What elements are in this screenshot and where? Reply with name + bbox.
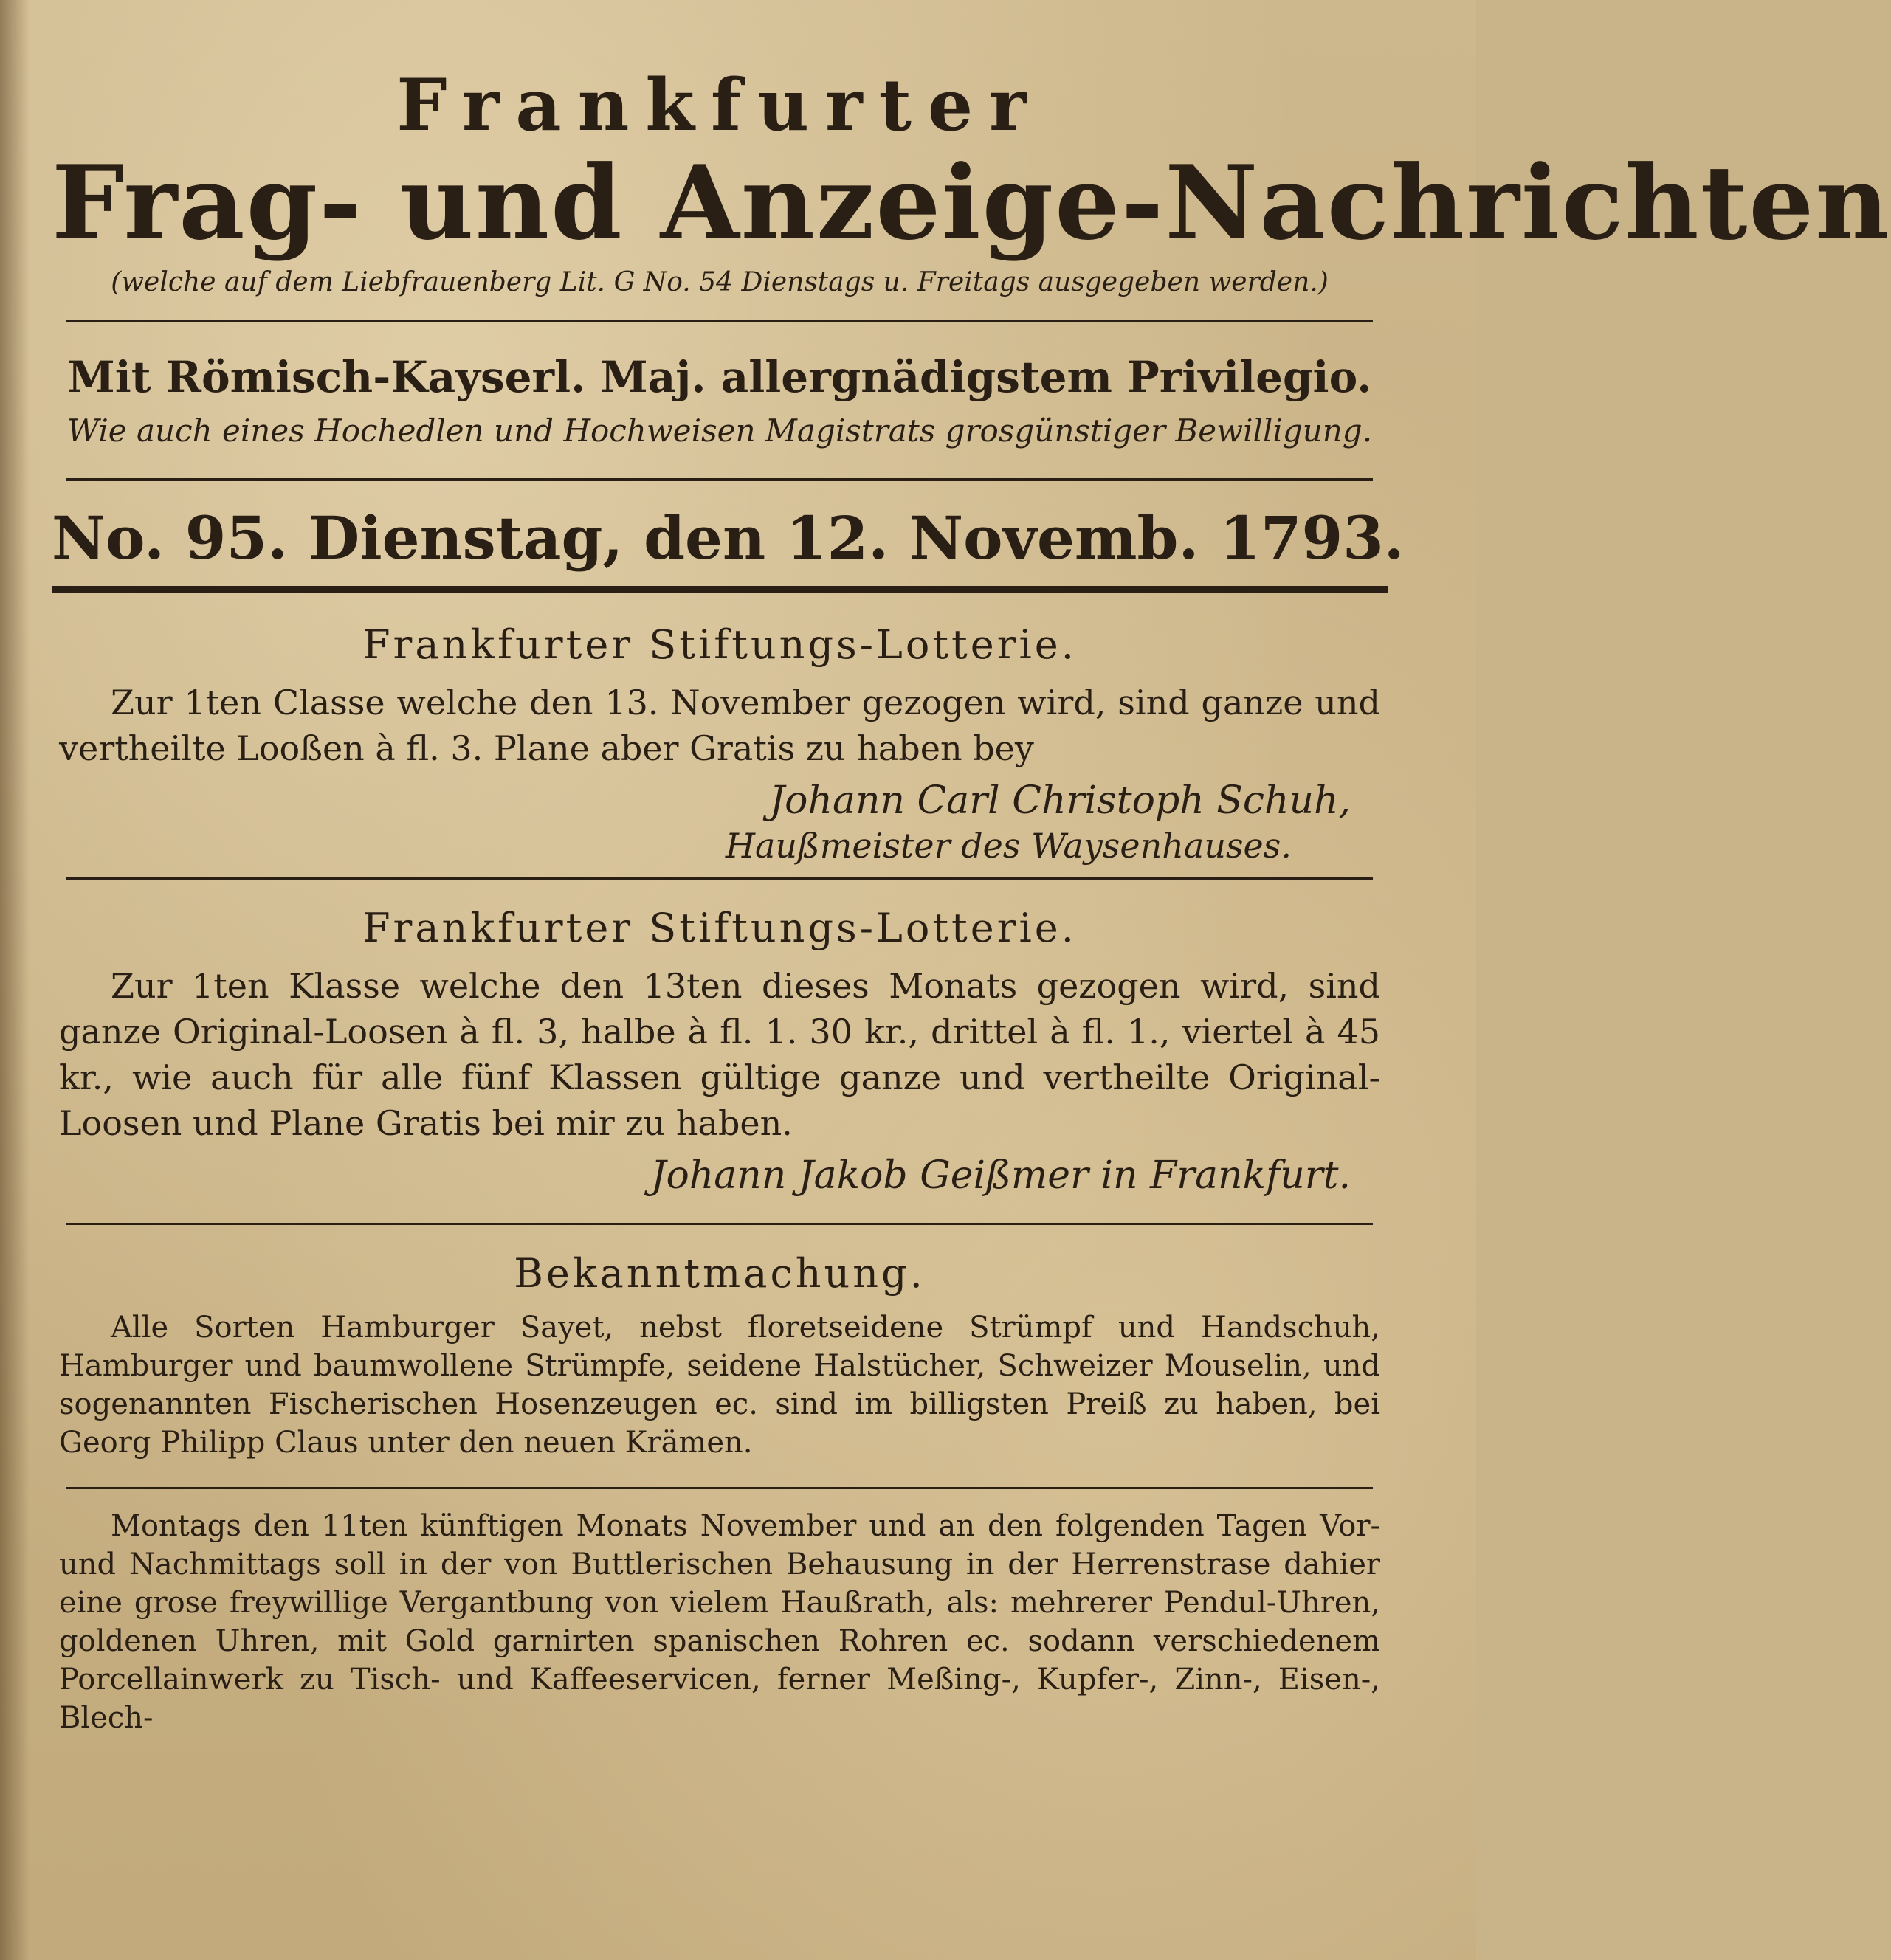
- masthead: [52, 63, 1891, 298]
- section-body: Montags den 11ten künftigen Monats November und an den folgenden Tagen Vor- und Nachmittags soll in der von Buttlerischen Behausung in der Herrenstrase dahier eine grose freywillige Vergantbung von vielem Haußrath, als: mehrerer Pendul-Uhren, goldenen Uhren, mit Gold garnirten spanischen Rohren ec. sodann verschiedenem Porcellainwerk zu Tisch- und Kaffeeservicen, ferner Meßing-, Kupfer-, Zinn-, Eisen-, Blech-: [59, 1509, 1380, 1736]
- privilege-line: Mit Römisch-Kayserl. Maj. allergnädigstem Privilegio.: [67, 352, 1372, 403]
- divider: [66, 478, 1373, 481]
- masthead-title-main: Frag- und Anzeige-Nachrichten: [52, 142, 1891, 263]
- permission-line: Wie auch eines Hochedlen und Hochweisen Magistrats grosgünstiger Bewilligung.: [66, 413, 1373, 449]
- section-signature: Johann Jakob Geißmer in Frankfurt.: [650, 1153, 1351, 1198]
- section-signature-sub: Haußmeister des Waysenhauses.: [725, 826, 1292, 866]
- section-title: Frankfurter Stiftungs-Lotterie.: [362, 905, 1077, 952]
- notice-announcement: [52, 1235, 1388, 1462]
- issue-line: No. 95. Dienstag, den 12. Novemb. 1793.: [52, 503, 1405, 573]
- masthead-subtitle: (welche auf dem Liebfrauenberg Lit. G No. 54 Dienstags u. Freitags ausgegeben werden.): [111, 267, 1329, 298]
- divider: [66, 1223, 1373, 1225]
- binding-shadow: [0, 0, 30, 1960]
- section-body: Zur 1ten Klasse welche den 13ten dieses Monats gezogen wird, sind ganze Original-Loosen à fl. 3, halbe à fl. 1. 30 kr., drittel à fl. 1., viertel à 45 kr., wie auch für alle fünf Klassen gültige ganze und vertheilte Original-Loosen und Plane Gratis bei mir zu haben.: [59, 966, 1380, 1144]
- divider: [66, 877, 1373, 880]
- notice-auction: [52, 1500, 1388, 1737]
- section-body: Zur 1ten Classe welche den 13. November gezogen wird, sind ganze und vertheilte Looßen à fl. 3. Plane aber Gratis zu haben bey: [59, 683, 1380, 769]
- notice-lottery-1: [52, 607, 1388, 866]
- notice-lottery-2: [52, 890, 1388, 1198]
- divider-thick: [52, 586, 1388, 593]
- section-title: Bekanntmachung.: [514, 1250, 926, 1297]
- section-title: Frankfurter Stiftungs-Lotterie.: [362, 621, 1077, 669]
- divider: [66, 320, 1373, 322]
- masthead-title-top: Frankfurter: [396, 63, 1043, 147]
- section-signature: Johann Carl Christoph Schuh,: [769, 779, 1351, 824]
- section-body: Alle Sorten Hamburger Sayet, nebst floretseidene Strümpf und Handschuh, Hamburger und baumwollene Strümpfe, seidene Halstücher, Schweizer Mouselin, und sogenannten Fischerischen Hosenzeugen ec. sind im billigsten Preiß zu haben, bei Georg Philipp Claus unter den neuen Krämen.: [59, 1311, 1380, 1460]
- divider: [66, 1487, 1373, 1489]
